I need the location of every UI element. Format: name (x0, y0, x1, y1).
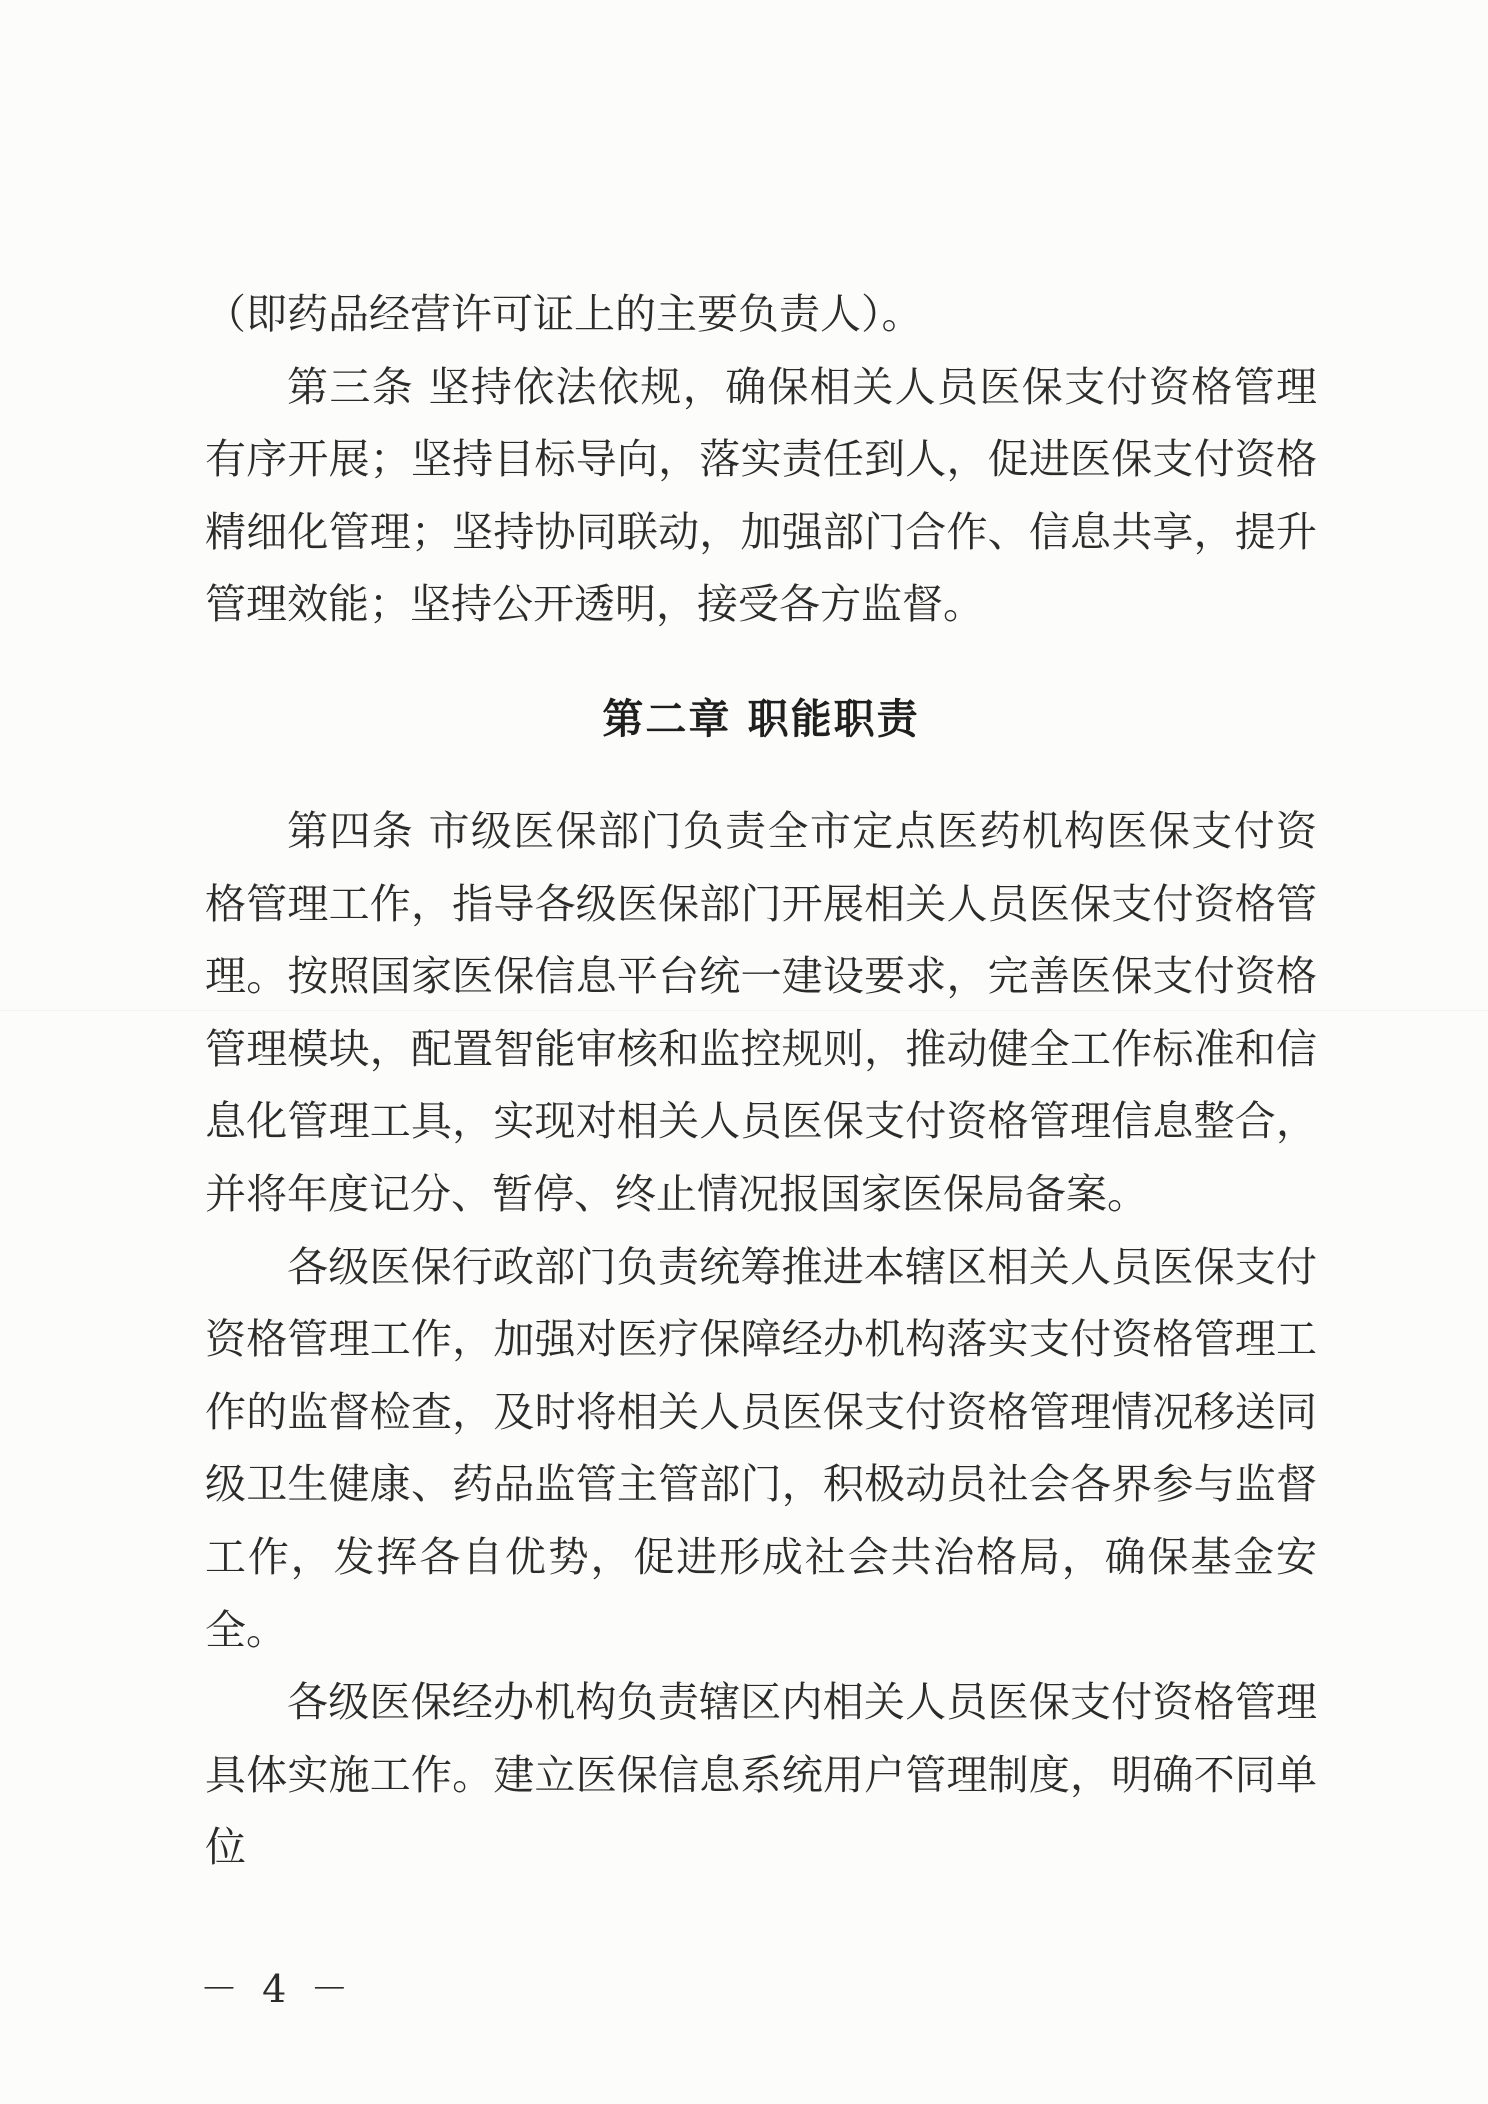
page-number: － 4 － (200, 1967, 355, 2011)
paragraph-continuation: （即药品经营许可证上的主要负责人）。 (205, 290, 923, 338)
document-body (205, 278, 1317, 1884)
paragraph-article-3: 第三条 坚持依法依规，确保相关人员医保支付资格管理有序开展；坚持目标导向，落实责任到人，促进医保支付资格精细化管理；坚持协同联动，加强部门合作、信息共享，提升管理效能；坚持公开透明，接受各方监督。 (205, 362, 1317, 629)
paragraph-admin-departments: 各级医保行政部门负责统筹推进本辖区相关人员医保支付资格管理工作，加强对医疗保障经办机构落实支付资格管理工作的监督检查，及时将相关人员医保支付资格管理情况移送同级卫生健康、药品监管主管部门，积极动员社会各界参与监督工作，发挥各自优势，促进形成社会共治格局，确保基金安全。 (205, 1242, 1317, 1654)
chapter-heading: 第二章 职能职责 (602, 694, 920, 743)
paragraph-article-4: 第四条 市级医保部门负责全市定点医药机构医保支付资格管理工作，指导各级医保部门开展相关人员医保支付资格管理。按照国家医保信息平台统一建设要求，完善医保支付资格管理模块，配置智能审核和监控规则，推动健全工作标准和信息化管理工具，实现对相关人员医保支付资格管理信息整合，并将年度记分、暂停、终止情况报国家医保局备案。 (205, 806, 1317, 1218)
paragraph-agencies: 各级医保经办机构负责辖区内相关人员医保支付资格管理具体实施工作。建立医保信息系统用户管理制度，明确不同单位 (205, 1678, 1317, 1872)
